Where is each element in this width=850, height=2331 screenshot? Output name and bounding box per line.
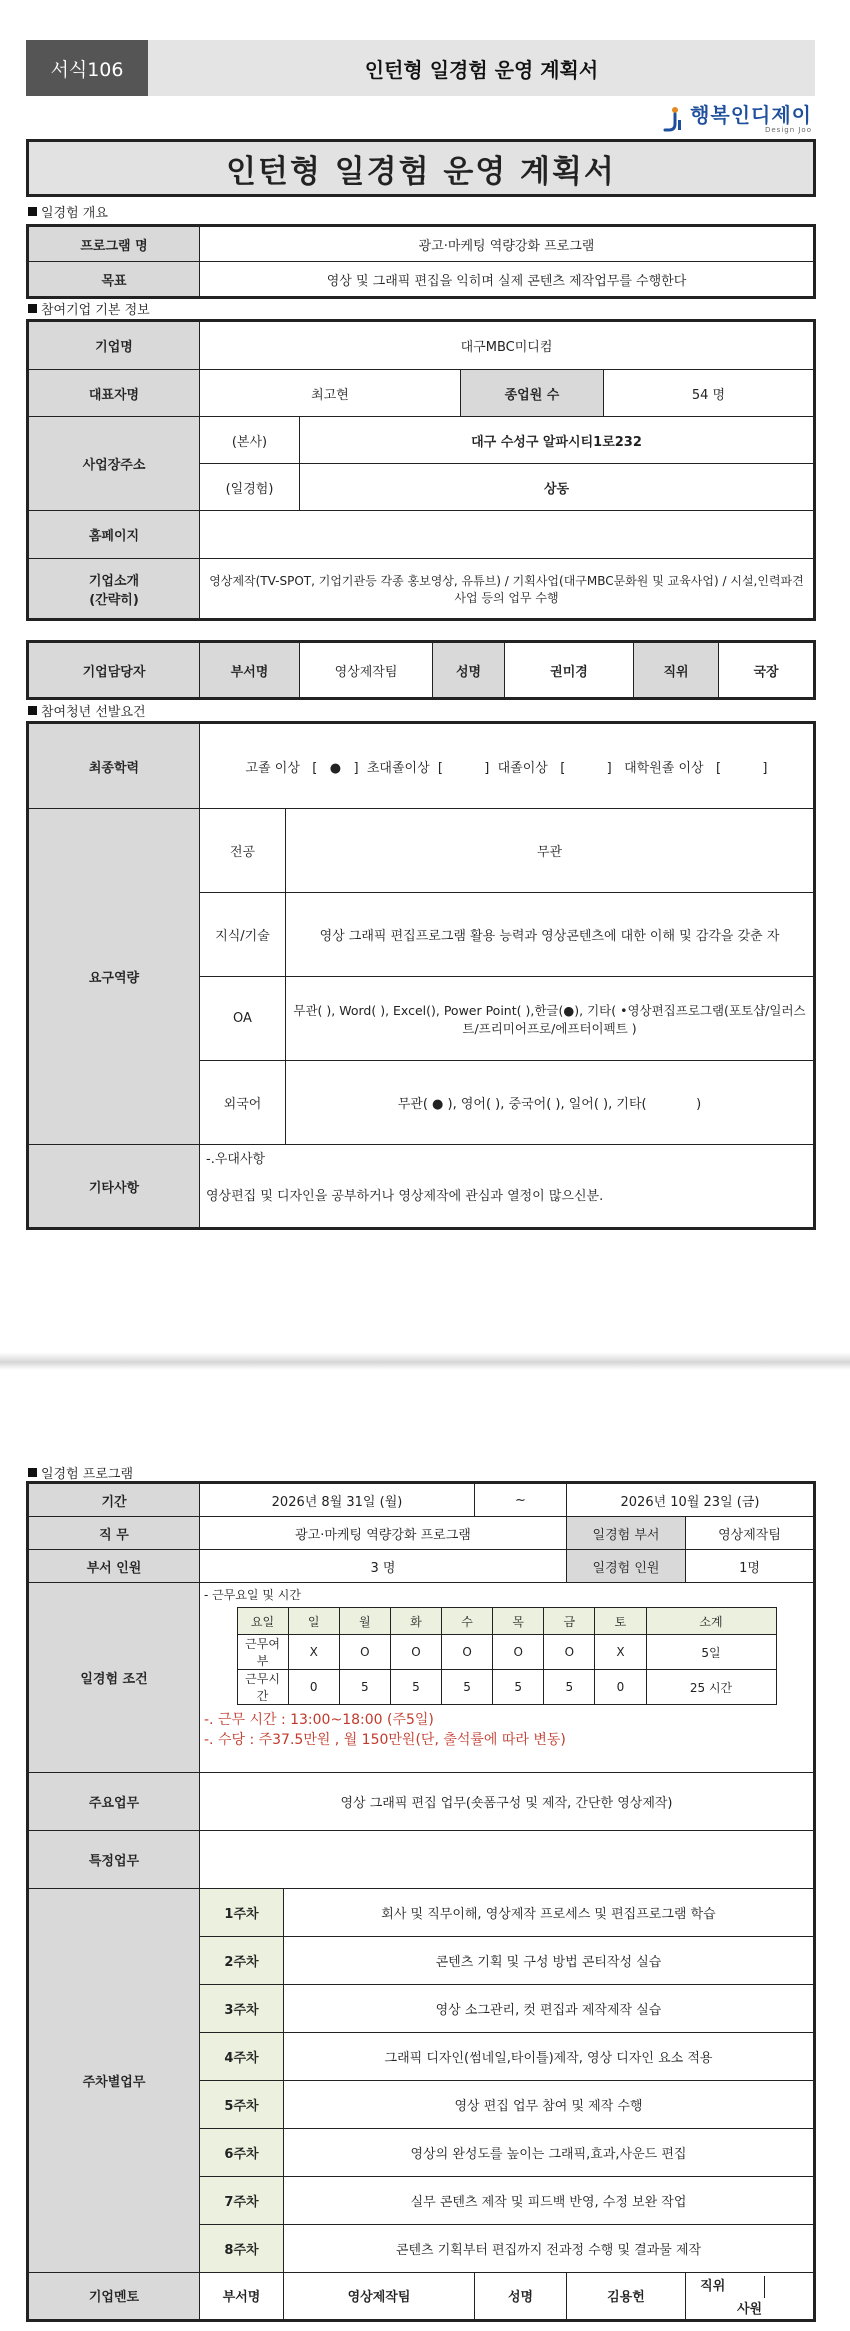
oa-value: 무관( ), Word( ), Excel(), Power Point( ),한글(●), 기타( •영상편집프로그램(포토샵/일러스트/프리미어프로/에프터이펙트 ) — [286, 977, 815, 1061]
schedule-hours-cell: 0 — [288, 1670, 339, 1705]
site-address-label: (일경험) — [200, 464, 300, 511]
special-task-label: 특정업무 — [28, 1831, 200, 1889]
language-label: 외국어 — [200, 1061, 286, 1145]
schedule-work-total: 5일 — [646, 1635, 776, 1670]
oa-label: OA — [200, 977, 286, 1061]
week-label: 4주차 — [200, 2033, 284, 2081]
mentor-position — [686, 2273, 815, 2321]
section-youth-label: 참여청년 선발요건 — [41, 705, 146, 720]
pay-note: -. 수당 : 주37.5만원 , 월 150만원(단, 출석률에 따라 변동) — [204, 1732, 566, 1748]
company-table — [26, 319, 816, 621]
company-intro-value: 영상제작(TV-SPOT, 기업기관등 각종 홍보영상, 유튜브) / 기획사업(대구MBC문화원 및 교육사업) / 시설,인력파견사업 등의 업무 수행 — [200, 559, 815, 620]
mentor-divider — [764, 2276, 765, 2298]
hq-address-value: 대구 수성구 알파시티1로232 — [300, 417, 815, 464]
major-value: 무관 — [286, 809, 815, 893]
manager-table — [26, 640, 816, 700]
form-header — [26, 40, 815, 96]
header-title: 인턴형 일경험 운영 계획서 — [364, 57, 599, 82]
homepage-value — [200, 511, 815, 559]
schedule-hours-label: 근무시간 — [237, 1670, 288, 1705]
schedule-work-cell: O — [442, 1635, 493, 1670]
square-bullet-icon — [28, 304, 37, 313]
week-label: 7주차 — [200, 2177, 284, 2225]
week-label: 2주차 — [200, 1937, 284, 1985]
weekly-task-label: 주차별업무 — [28, 1889, 200, 2273]
section-overview-label: 일경험 개요 — [41, 206, 108, 221]
youth-table — [26, 721, 816, 1230]
duty-value: 광고·마케팅 역량강화 프로그램 — [200, 1517, 567, 1550]
schedule-work-cell: O — [339, 1635, 390, 1670]
schedule-header-sun: 일 — [288, 1608, 339, 1635]
condition-title: - 근무요일 및 시간 — [204, 1588, 301, 1602]
hq-address-label: (본사) — [200, 417, 300, 464]
mentor-position-label: 직위 — [700, 2279, 726, 2294]
logo-main-text: 행복인디제이 — [690, 103, 812, 127]
schedule-work-cell: O — [544, 1635, 595, 1670]
mentor-name-label: 성명 — [475, 2273, 567, 2321]
etc-line-2: 영상편집 및 디자인을 공부하거나 영상제작에 관심과 열정이 많으신분. — [206, 1189, 604, 1204]
main-task-value: 영상 그래픽 편집 업무(숏폼구성 및 제작, 간단한 영상제작) — [200, 1773, 815, 1831]
etc-label: 기타사항 — [28, 1145, 200, 1229]
schedule-work-cell: O — [493, 1635, 544, 1670]
address-label: 사업장주소 — [28, 417, 200, 511]
schedule-table — [237, 1607, 777, 1705]
week-task: 영상의 완성도를 높이는 그래픽,효과,사운드 편집 — [284, 2129, 815, 2177]
condition-value — [200, 1583, 815, 1773]
etc-value — [200, 1145, 815, 1229]
section-company-label: 참여기업 기본 정보 — [41, 303, 150, 318]
document-title: 인턴형 일경험 운영 계획서 — [26, 139, 816, 197]
schedule-header-tue: 화 — [390, 1608, 441, 1635]
section-youth — [28, 701, 146, 720]
special-task-value — [200, 1831, 815, 1889]
schedule-header-fri: 금 — [544, 1608, 595, 1635]
schedule-hours-cell: 5 — [544, 1670, 595, 1705]
person-chart-logo-icon — [662, 106, 684, 132]
mentor-label: 기업멘토 — [28, 2273, 200, 2321]
section-program — [28, 1463, 133, 1482]
company-name-value: 대구MBC미디컴 — [200, 321, 815, 370]
manager-label: 기업담당자 — [28, 642, 200, 699]
ceo-value: 최고현 — [200, 370, 461, 417]
etc-line-1: -.우대사항 — [206, 1152, 266, 1167]
skill-value: 영상 그래픽 편집프로그램 활용 능력과 영상콘텐츠에 대한 이해 및 감각을 갖춘 자 — [286, 893, 815, 977]
week-task: 회사 및 직무이해, 영상제작 프로세스 및 편집프로그램 학습 — [284, 1889, 815, 1937]
week-task: 콘텐츠 기획 및 구성 방법 콘티작성 실습 — [284, 1937, 815, 1985]
program-table — [26, 1481, 816, 2322]
section-program-label: 일경험 프로그램 — [41, 1467, 134, 1482]
manager-position-label: 직위 — [634, 642, 719, 699]
square-bullet-icon — [28, 706, 37, 715]
schedule-header-mon: 월 — [339, 1608, 390, 1635]
schedule-hours-total: 25 시간 — [646, 1670, 776, 1705]
skill-label: 지식/기술 — [200, 893, 286, 977]
mentor-name-value: 김용헌 — [567, 2273, 686, 2321]
week-label: 5주차 — [200, 2081, 284, 2129]
ceo-label: 대표자명 — [28, 370, 200, 417]
schedule-work-cell: X — [595, 1635, 646, 1670]
page-break — [0, 1352, 850, 1370]
major-label: 전공 — [200, 809, 286, 893]
week-task: 콘텐츠 기획부터 편집까지 전과정 수행 및 결과물 제작 — [284, 2225, 815, 2273]
schedule-hours-cell: 5 — [390, 1670, 441, 1705]
period-label: 기간 — [28, 1483, 200, 1517]
period-start: 2026년 8월 31일 (월) — [200, 1483, 475, 1517]
manager-dept-value: 영상제작팀 — [300, 642, 433, 699]
period-end: 2026년 10월 23일 (금) — [567, 1483, 815, 1517]
logo-sub-text: Design Joo — [764, 126, 812, 134]
schedule-hours-cell: 0 — [595, 1670, 646, 1705]
week-label: 1주차 — [200, 1889, 284, 1937]
week-label: 6주차 — [200, 2129, 284, 2177]
workers-label: 일경험 인원 — [567, 1550, 686, 1583]
week-label: 8주차 — [200, 2225, 284, 2273]
mentor-dept-value: 영상제작팀 — [284, 2273, 475, 2321]
company-intro-label: 기업소개 (간략히) — [28, 559, 200, 620]
workers-value: 1명 — [686, 1550, 815, 1583]
form-code: 서식106 — [26, 40, 148, 96]
competency-label: 요구역량 — [28, 809, 200, 1145]
section-overview — [28, 202, 108, 221]
staff-label: 부서 인원 — [28, 1550, 200, 1583]
schedule-hours-cell: 5 — [493, 1670, 544, 1705]
duty-label: 직 무 — [28, 1517, 200, 1550]
manager-name-label: 성명 — [433, 642, 505, 699]
education-value: 고졸 이상 [ ● ] 초대졸이상 [ ] 대졸이상 [ ] 대학원졸 이상 [ ] — [200, 723, 815, 809]
schedule-header-day: 요일 — [237, 1608, 288, 1635]
condition-label: 일경험 조건 — [28, 1583, 200, 1773]
period-tilde: ~ — [475, 1483, 567, 1517]
work-dept-label: 일경험 부서 — [567, 1517, 686, 1550]
week-label: 3주차 — [200, 1985, 284, 2033]
program-name-label: 프로그램 명 — [28, 226, 200, 262]
main-task-label: 주요업무 — [28, 1773, 200, 1831]
company-logo — [662, 104, 812, 134]
schedule-header-thu: 목 — [493, 1608, 544, 1635]
section-company — [28, 299, 150, 318]
employee-count-label: 종업원 수 — [461, 370, 604, 417]
schedule-header-sat: 토 — [595, 1608, 646, 1635]
program-name-value: 광고·마케팅 역량강화 프로그램 — [200, 226, 815, 262]
square-bullet-icon — [28, 1468, 37, 1477]
schedule-hours-cell: 5 — [442, 1670, 493, 1705]
mentor-position-value: 사원 — [736, 2301, 763, 2317]
schedule-work-label: 근무여부 — [237, 1635, 288, 1670]
manager-position-value: 국장 — [719, 642, 815, 699]
schedule-header-wed: 수 — [442, 1608, 493, 1635]
square-bullet-icon — [28, 207, 37, 216]
manager-dept-label: 부서명 — [200, 642, 300, 699]
language-value: 무관( ● ), 영어( ), 중국어( ), 일어( ), 기타( ) — [286, 1061, 815, 1145]
manager-name-value: 권미경 — [505, 642, 634, 699]
work-dept-value: 영상제작팀 — [686, 1517, 815, 1550]
week-task: 영상 편집 업무 참여 및 제작 수행 — [284, 2081, 815, 2129]
goal-label: 목표 — [28, 262, 200, 298]
goal-value: 영상 및 그래픽 편집을 익히며 실제 콘텐츠 제작업무를 수행한다 — [200, 262, 815, 298]
company-name-label: 기업명 — [28, 321, 200, 370]
schedule-work-cell: X — [288, 1635, 339, 1670]
mentor-dept-label: 부서명 — [200, 2273, 284, 2321]
week-task: 영상 소그관리, 컷 편집과 제작제작 실습 — [284, 1985, 815, 2033]
overview-table — [26, 224, 816, 299]
week-task: 그래픽 디자인(썸네일,타이틀)제작, 영상 디자인 요소 적용 — [284, 2033, 815, 2081]
site-address-value: 상동 — [300, 464, 815, 511]
staff-value: 3 명 — [200, 1550, 567, 1583]
homepage-label: 홈페이지 — [28, 511, 200, 559]
work-time-note: -. 근무 시간 : 13:00~18:00 (주5일) — [204, 1712, 434, 1728]
schedule-hours-cell: 5 — [339, 1670, 390, 1705]
education-label: 최종학력 — [28, 723, 200, 809]
schedule-work-cell: O — [390, 1635, 441, 1670]
week-task: 실무 콘텐츠 제작 및 피드백 반영, 수정 보완 작업 — [284, 2177, 815, 2225]
schedule-header-total: 소계 — [646, 1608, 776, 1635]
employee-count-value: 54 명 — [604, 370, 815, 417]
